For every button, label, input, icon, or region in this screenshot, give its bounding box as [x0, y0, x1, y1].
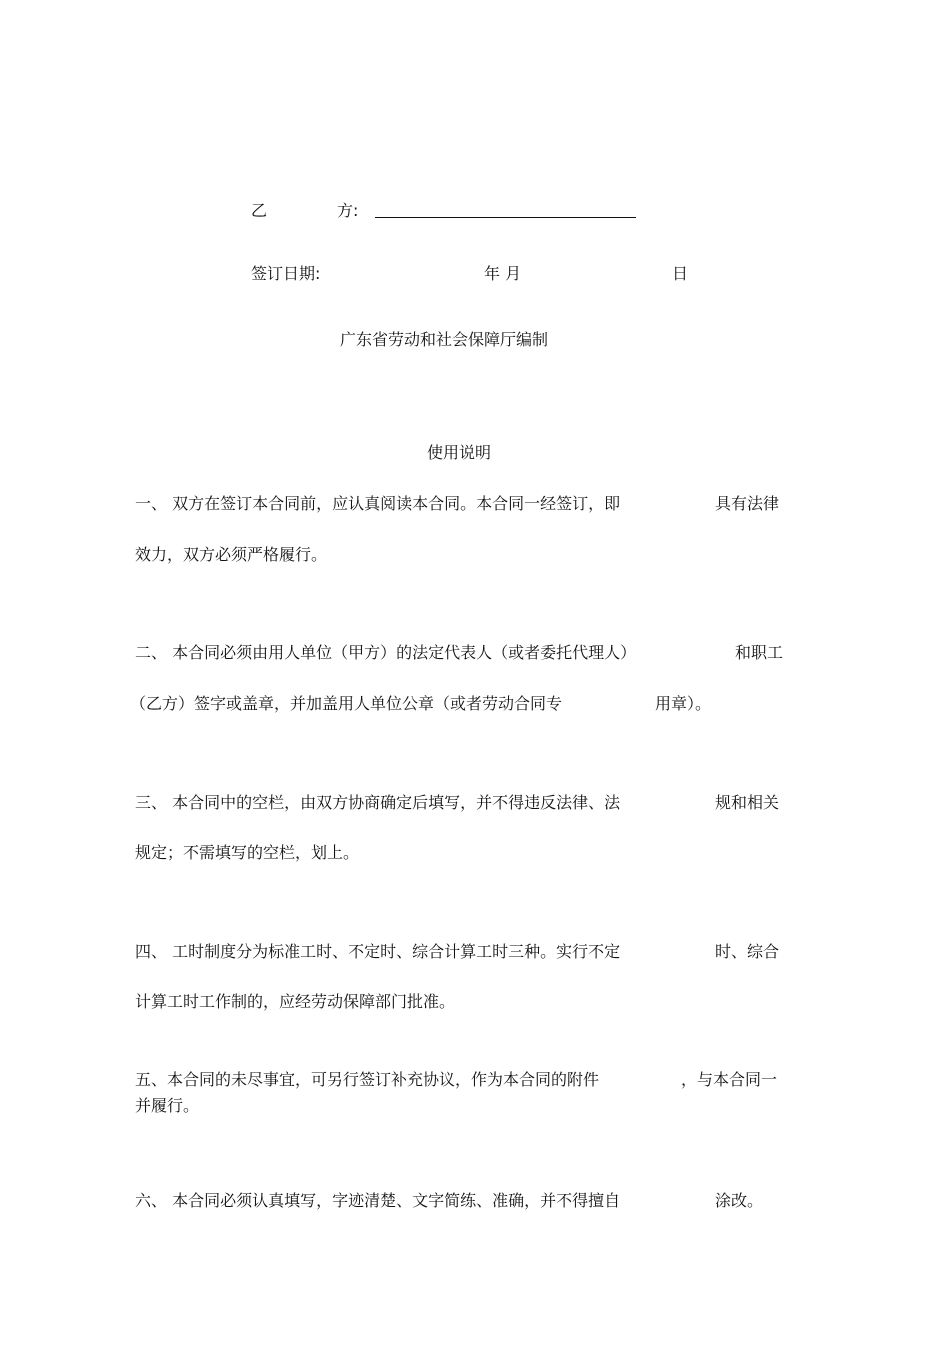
- item-2-line2-part2: 用章）。: [655, 694, 712, 713]
- item-4-line1-part1: 四、 工时制度分为标准工时、不定时、综合计算工时三种。实行不定: [135, 942, 621, 961]
- party-b-label-char2: 方:: [337, 201, 359, 220]
- item-2-line1-part2: 和职工: [735, 643, 784, 662]
- item-5-line1-part2: ，与本合同一: [681, 1070, 778, 1089]
- item-5-line2: 并履行。: [135, 1096, 200, 1115]
- item-2-line2-part1: （乙方）签字或盖章，并加盖用人单位公章（或者劳动合同专: [130, 694, 563, 713]
- item-4-line1-part2: 时、综合: [715, 942, 780, 961]
- item-5-line1-part1: 五、本合同的未尽事宜，可另行签订补充协议，作为本合同的附件: [135, 1070, 600, 1089]
- item-6-line1-part1: 六、 本合同必须认真填写，字迹清楚、文字简练、准确，并不得擅自: [135, 1191, 621, 1210]
- item-1-line1-part1: 一、 双方在签订本合同前，应认真阅读本合同。本合同一经签订，即: [135, 494, 621, 513]
- item-1-line2: 效力，双方必须严格履行。: [135, 545, 328, 564]
- item-4-line2: 计算工时工作制的，应经劳动保障部门批准。: [135, 992, 456, 1011]
- party-b-blank-line: [375, 217, 636, 218]
- sign-date-label: 签订日期:: [251, 264, 321, 283]
- item-3-line2: 规定；不需填写的空栏，划上。: [135, 843, 360, 862]
- item-3-line1-part2: 规和相关: [715, 793, 780, 812]
- item-3-line1-part1: 三、 本合同中的空栏，由双方协商确定后填写，并不得违反法律、法: [135, 793, 621, 812]
- sign-date-year-month: 年 月: [484, 264, 522, 283]
- item-2-line1-part1: 二、 本合同必须由用人单位（甲方）的法定代表人（或者委托代理人）: [135, 643, 637, 662]
- instructions-title: 使用说明: [427, 443, 492, 462]
- item-1-line1-part2: 具有法律: [715, 494, 780, 513]
- compiler-text: 广东省劳动和社会保障厅编制: [340, 330, 549, 349]
- party-b-label-char1: 乙: [251, 201, 268, 220]
- sign-date-day: 日: [672, 264, 689, 283]
- item-6-line1-part2: 涂改。: [715, 1191, 764, 1210]
